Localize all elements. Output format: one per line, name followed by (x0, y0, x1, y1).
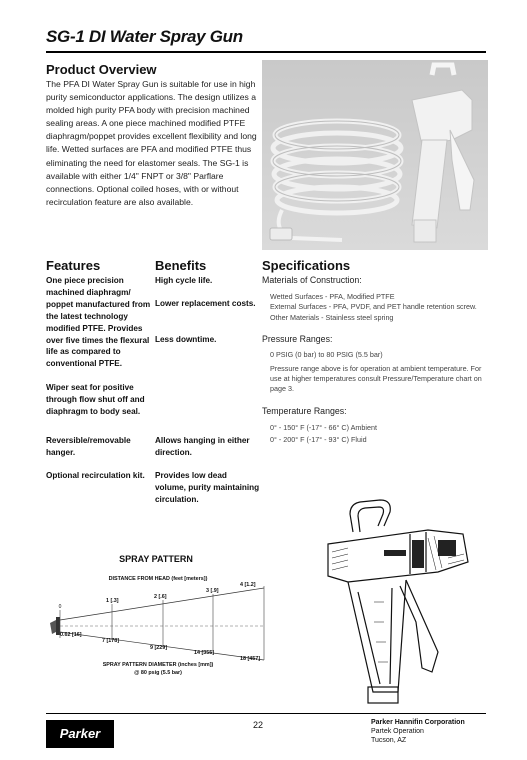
benefit-item: Allows hanging in either direction. (155, 436, 250, 457)
company-location: Tucson, AZ (371, 737, 407, 744)
feature-item: Reversible/removable hanger. (46, 436, 131, 457)
temperature-fluid: 0° - 200° F (-17° - 93° C) Fluid (270, 435, 367, 444)
spray-pattern-title: SPRAY PATTERN (119, 554, 193, 564)
benefits-heading: Benefits (155, 258, 207, 273)
feature-item: One piece precision machined diaphragm/ poppet manufactured from the latest technology modified PTFE. Provides over five times the flexural life as compared to conventional PTFE. (46, 276, 151, 369)
pressure-note: Pressure range above is for operation at ambient temperature. For use at higher temperatures consult Pressure/Temperature chart on page 3. (270, 364, 482, 393)
pressure-condition-label: @ 80 psig (5.5 bar) (134, 670, 182, 676)
page-title: SG-1 DI Water Spray Gun (46, 27, 243, 46)
diameter-label: SPRAY PATTERN DIAMETER (inches [mm]) (102, 662, 214, 668)
benefit-item: Lower replacement costs. (155, 299, 256, 308)
overview-heading: Product Overview (46, 62, 157, 77)
features-heading: Features (46, 258, 101, 273)
diameter-mark: 14 [355] (194, 650, 215, 656)
diameter-mark: 0.62 [16] (60, 632, 82, 638)
distance-mark: 3 [.9] (206, 588, 219, 594)
temperature-ambient: 0° - 150° F (-17° - 66° C) Ambient (270, 423, 377, 432)
overview-text: The PFA DI Water Spray Gun is suitable for use in high purity semiconductor applications. The design utilizes a molded high purity PFA body with precision machined sealing areas. A one piece machined modified PTFE diaphragm/poppet provides excellent flexibility and long life. Wetted surfaces are PFA and modified PTFE thus eliminating the need for elastomer seals. The SG-1 is available with either 1/4" FNPT or 3/8" Parflare connections. Optional coiled hoses, with or without recirculation feature are also available. (46, 79, 257, 207)
pressure-heading: Pressure Ranges: (262, 334, 333, 344)
pressure-range: 0 PSIG (0 bar) to 80 PSIG (5.5 bar) (270, 350, 383, 359)
material-line: External Surfaces - PFA, PVDF, and PET handle retention screw. (270, 302, 477, 311)
feature-item: Wiper seat for positive through flow shut off and diaphragm to body seal. (46, 383, 145, 416)
company-name: Parker Hannifin Corporation (371, 719, 465, 726)
benefit-item: Less downtime. (155, 335, 217, 344)
material-line: Wetted Surfaces - PFA, Modified PTFE (270, 292, 395, 301)
parker-logo: Parker (46, 720, 114, 748)
diameter-mark: 18 [457] (240, 656, 261, 662)
materials-heading: Materials of Construction: (262, 275, 362, 285)
diameter-mark: 9 [229] (150, 645, 168, 651)
svg-text:0: 0 (58, 604, 62, 610)
feature-item: Optional recirculation kit. (46, 471, 145, 480)
benefit-item: High cycle life. (155, 276, 213, 285)
temperature-heading: Temperature Ranges: (262, 406, 347, 416)
company-info (371, 718, 465, 745)
gun-cross-section-drawing (288, 492, 488, 707)
material-line: Other Materials - Stainless steel spring (270, 313, 394, 322)
distance-mark: 1 [.3] (106, 598, 119, 604)
distance-mark: 2 [.6] (154, 594, 167, 600)
specifications-heading: Specifications (262, 258, 351, 273)
title-divider (46, 51, 486, 53)
distance-label: DISTANCE FROM HEAD (feet [meters]) (108, 576, 208, 582)
product-photo (262, 60, 488, 250)
footer-divider (46, 713, 486, 714)
distance-mark: 4 [1.2] (240, 582, 256, 588)
nozzle-icon (50, 617, 60, 635)
company-division: Partek Operation (371, 728, 424, 735)
diameter-mark: 7 [178] (102, 638, 120, 644)
benefit-item: Provides low dead volume, purity maintaining circulation. (155, 471, 260, 504)
spray-pattern-diagram (46, 520, 282, 700)
page-number: 22 (253, 720, 264, 730)
